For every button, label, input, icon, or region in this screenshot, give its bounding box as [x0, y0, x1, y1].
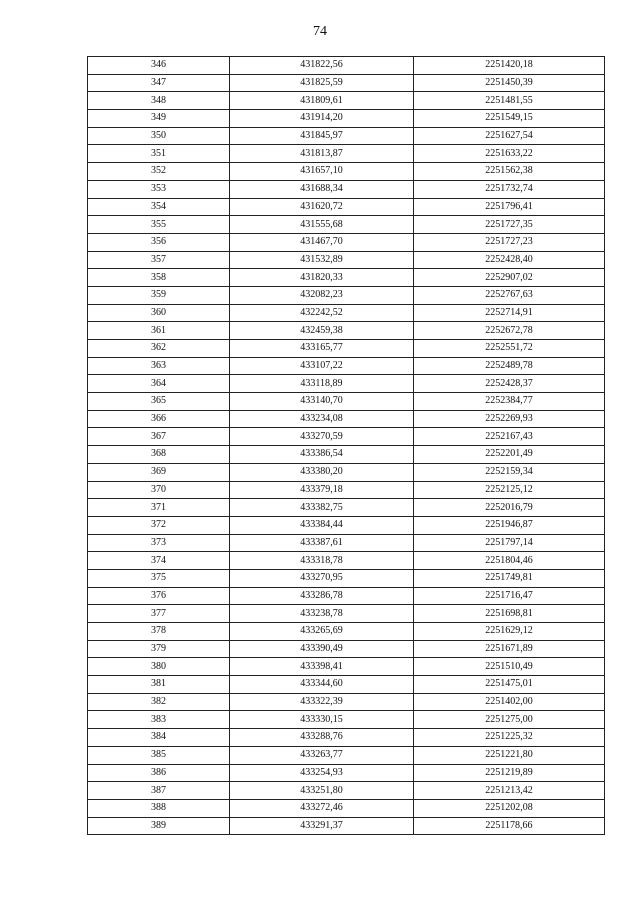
y-coordinate-cell: 2251804,46 — [414, 552, 605, 570]
y-coordinate-cell: 2252167,43 — [414, 428, 605, 446]
point-number-cell: 370 — [88, 481, 230, 499]
y-coordinate-cell: 2252428,40 — [414, 251, 605, 269]
x-coordinate-cell: 433322,39 — [230, 693, 414, 711]
x-coordinate-cell: 432459,38 — [230, 322, 414, 340]
x-coordinate-cell: 433118,89 — [230, 375, 414, 393]
point-number-cell: 385 — [88, 746, 230, 764]
x-coordinate-cell: 431809,61 — [230, 92, 414, 110]
x-coordinate-cell: 433344,60 — [230, 676, 414, 694]
x-coordinate-cell: 433272,46 — [230, 799, 414, 817]
y-coordinate-cell: 2251749,81 — [414, 569, 605, 587]
x-coordinate-cell: 433140,70 — [230, 393, 414, 411]
point-number-cell: 367 — [88, 428, 230, 446]
coordinates-table-body — [88, 57, 605, 835]
y-coordinate-cell: 2252016,79 — [414, 499, 605, 517]
point-number-cell: 371 — [88, 499, 230, 517]
y-coordinate-cell: 2252907,02 — [414, 269, 605, 287]
x-coordinate-cell: 431813,87 — [230, 145, 414, 163]
point-number-cell: 365 — [88, 393, 230, 411]
y-coordinate-cell: 2252269,93 — [414, 410, 605, 428]
point-number-cell: 361 — [88, 322, 230, 340]
x-coordinate-cell: 432082,23 — [230, 286, 414, 304]
y-coordinate-cell: 2251450,39 — [414, 74, 605, 92]
x-coordinate-cell: 431467,70 — [230, 233, 414, 251]
y-coordinate-cell: 2251633,22 — [414, 145, 605, 163]
table-row — [88, 640, 605, 658]
point-number-cell: 356 — [88, 233, 230, 251]
table-row — [88, 587, 605, 605]
x-coordinate-cell: 431620,72 — [230, 198, 414, 216]
x-coordinate-cell: 433254,93 — [230, 764, 414, 782]
table-row — [88, 516, 605, 534]
table-row — [88, 676, 605, 694]
y-coordinate-cell: 2251219,89 — [414, 764, 605, 782]
point-number-cell: 359 — [88, 286, 230, 304]
y-coordinate-cell: 2252714,91 — [414, 304, 605, 322]
x-coordinate-cell: 431688,34 — [230, 180, 414, 198]
point-number-cell: 387 — [88, 782, 230, 800]
table-row — [88, 605, 605, 623]
table-row — [88, 180, 605, 198]
y-coordinate-cell: 2252551,72 — [414, 340, 605, 358]
y-coordinate-cell: 2251481,55 — [414, 92, 605, 110]
y-coordinate-cell: 2251420,18 — [414, 57, 605, 75]
x-coordinate-cell: 432242,52 — [230, 304, 414, 322]
x-coordinate-cell: 431555,68 — [230, 216, 414, 234]
y-coordinate-cell: 2251671,89 — [414, 640, 605, 658]
point-number-cell: 376 — [88, 587, 230, 605]
point-number-cell: 351 — [88, 145, 230, 163]
point-number-cell: 349 — [88, 110, 230, 128]
x-coordinate-cell: 433330,15 — [230, 711, 414, 729]
x-coordinate-cell: 431820,33 — [230, 269, 414, 287]
y-coordinate-cell: 2251549,15 — [414, 110, 605, 128]
y-coordinate-cell: 2252159,34 — [414, 463, 605, 481]
table-row — [88, 251, 605, 269]
table-row — [88, 233, 605, 251]
table-row — [88, 269, 605, 287]
table-row — [88, 57, 605, 75]
table-row — [88, 693, 605, 711]
y-coordinate-cell: 2251475,01 — [414, 676, 605, 694]
table-row — [88, 74, 605, 92]
point-number-cell: 353 — [88, 180, 230, 198]
table-row — [88, 658, 605, 676]
x-coordinate-cell: 433379,18 — [230, 481, 414, 499]
y-coordinate-cell: 2251716,47 — [414, 587, 605, 605]
x-coordinate-cell: 433386,54 — [230, 446, 414, 464]
table-row — [88, 623, 605, 641]
table-row — [88, 322, 605, 340]
x-coordinate-cell: 433270,95 — [230, 569, 414, 587]
y-coordinate-cell: 2251221,80 — [414, 746, 605, 764]
y-coordinate-cell: 2251946,87 — [414, 516, 605, 534]
y-coordinate-cell: 2252489,78 — [414, 357, 605, 375]
point-number-cell: 382 — [88, 693, 230, 711]
point-number-cell: 383 — [88, 711, 230, 729]
y-coordinate-cell: 2251732,74 — [414, 180, 605, 198]
table-row — [88, 375, 605, 393]
table-row — [88, 534, 605, 552]
point-number-cell: 380 — [88, 658, 230, 676]
point-number-cell: 357 — [88, 251, 230, 269]
point-number-cell: 375 — [88, 569, 230, 587]
table-row — [88, 711, 605, 729]
table-row — [88, 446, 605, 464]
y-coordinate-cell: 2251727,35 — [414, 216, 605, 234]
point-number-cell: 379 — [88, 640, 230, 658]
point-number-cell: 377 — [88, 605, 230, 623]
table-row — [88, 340, 605, 358]
x-coordinate-cell: 433398,41 — [230, 658, 414, 676]
y-coordinate-cell: 2251627,54 — [414, 127, 605, 145]
point-number-cell: 362 — [88, 340, 230, 358]
x-coordinate-cell: 433234,08 — [230, 410, 414, 428]
y-coordinate-cell: 2252125,12 — [414, 481, 605, 499]
point-number-cell: 350 — [88, 127, 230, 145]
x-coordinate-cell: 433238,78 — [230, 605, 414, 623]
table-row — [88, 782, 605, 800]
table-row — [88, 481, 605, 499]
y-coordinate-cell: 2251178,66 — [414, 817, 605, 835]
x-coordinate-cell: 431914,20 — [230, 110, 414, 128]
x-coordinate-cell: 433318,78 — [230, 552, 414, 570]
point-number-cell: 364 — [88, 375, 230, 393]
table-row — [88, 145, 605, 163]
y-coordinate-cell: 2251202,08 — [414, 799, 605, 817]
point-number-cell: 360 — [88, 304, 230, 322]
table-row — [88, 198, 605, 216]
table-row — [88, 110, 605, 128]
x-coordinate-cell: 433390,49 — [230, 640, 414, 658]
y-coordinate-cell: 2252672,78 — [414, 322, 605, 340]
point-number-cell: 363 — [88, 357, 230, 375]
point-number-cell: 354 — [88, 198, 230, 216]
y-coordinate-cell: 2251727,23 — [414, 233, 605, 251]
page-number: 74 — [313, 24, 327, 39]
point-number-cell: 355 — [88, 216, 230, 234]
y-coordinate-cell: 2252767,63 — [414, 286, 605, 304]
x-coordinate-cell: 431822,56 — [230, 57, 414, 75]
table-row — [88, 729, 605, 747]
x-coordinate-cell: 433107,22 — [230, 357, 414, 375]
y-coordinate-cell: 2251562,38 — [414, 163, 605, 181]
point-number-cell: 372 — [88, 516, 230, 534]
x-coordinate-cell: 433263,77 — [230, 746, 414, 764]
y-coordinate-cell: 2251510,49 — [414, 658, 605, 676]
point-number-cell: 386 — [88, 764, 230, 782]
table-row — [88, 127, 605, 145]
table-row — [88, 410, 605, 428]
point-number-cell: 369 — [88, 463, 230, 481]
point-number-cell: 374 — [88, 552, 230, 570]
table-row — [88, 357, 605, 375]
point-number-cell: 384 — [88, 729, 230, 747]
x-coordinate-cell: 433165,77 — [230, 340, 414, 358]
y-coordinate-cell: 2252201,49 — [414, 446, 605, 464]
point-number-cell: 368 — [88, 446, 230, 464]
x-coordinate-cell: 431532,89 — [230, 251, 414, 269]
point-number-cell: 389 — [88, 817, 230, 835]
point-number-cell: 373 — [88, 534, 230, 552]
table-row — [88, 817, 605, 835]
table-row — [88, 286, 605, 304]
x-coordinate-cell: 433251,80 — [230, 782, 414, 800]
x-coordinate-cell: 433270,59 — [230, 428, 414, 446]
x-coordinate-cell: 431845,97 — [230, 127, 414, 145]
table-row — [88, 92, 605, 110]
point-number-cell: 352 — [88, 163, 230, 181]
y-coordinate-cell: 2251213,42 — [414, 782, 605, 800]
x-coordinate-cell: 433288,76 — [230, 729, 414, 747]
x-coordinate-cell: 433291,37 — [230, 817, 414, 835]
point-number-cell: 358 — [88, 269, 230, 287]
y-coordinate-cell: 2252384,77 — [414, 393, 605, 411]
point-number-cell: 381 — [88, 676, 230, 694]
table-row — [88, 304, 605, 322]
table-row — [88, 428, 605, 446]
table-row — [88, 764, 605, 782]
x-coordinate-cell: 433286,78 — [230, 587, 414, 605]
table-row — [88, 552, 605, 570]
x-coordinate-cell: 431657,10 — [230, 163, 414, 181]
point-number-cell: 346 — [88, 57, 230, 75]
point-number-cell: 378 — [88, 623, 230, 641]
y-coordinate-cell: 2251275,00 — [414, 711, 605, 729]
y-coordinate-cell: 2251629,12 — [414, 623, 605, 641]
x-coordinate-cell: 433384,44 — [230, 516, 414, 534]
point-number-cell: 366 — [88, 410, 230, 428]
table-row — [88, 499, 605, 517]
x-coordinate-cell: 433382,75 — [230, 499, 414, 517]
table-row — [88, 216, 605, 234]
table-row — [88, 393, 605, 411]
x-coordinate-cell: 431825,59 — [230, 74, 414, 92]
x-coordinate-cell: 433265,69 — [230, 623, 414, 641]
y-coordinate-cell: 2251797,14 — [414, 534, 605, 552]
table-row — [88, 746, 605, 764]
y-coordinate-cell: 2251796,41 — [414, 198, 605, 216]
table-row — [88, 799, 605, 817]
coordinates-table — [87, 56, 605, 835]
point-number-cell: 388 — [88, 799, 230, 817]
table-row — [88, 463, 605, 481]
y-coordinate-cell: 2251402,00 — [414, 693, 605, 711]
table-row — [88, 163, 605, 181]
y-coordinate-cell: 2252428,37 — [414, 375, 605, 393]
y-coordinate-cell: 2251225,32 — [414, 729, 605, 747]
point-number-cell: 348 — [88, 92, 230, 110]
x-coordinate-cell: 433387,61 — [230, 534, 414, 552]
point-number-cell: 347 — [88, 74, 230, 92]
y-coordinate-cell: 2251698,81 — [414, 605, 605, 623]
x-coordinate-cell: 433380,20 — [230, 463, 414, 481]
table-row — [88, 569, 605, 587]
